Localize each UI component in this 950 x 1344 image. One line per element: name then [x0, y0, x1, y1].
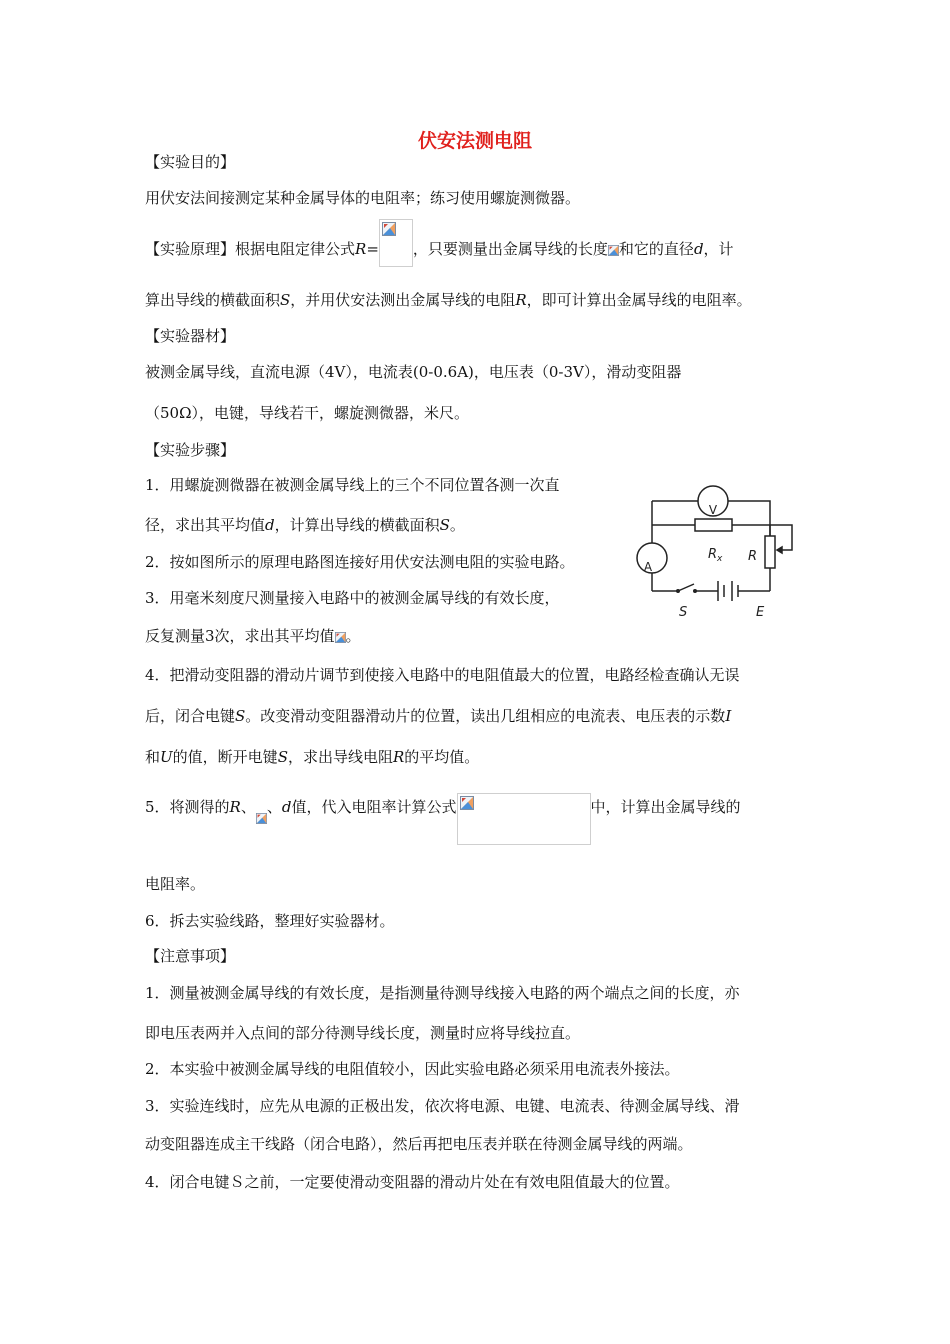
battery-label: E [756, 605, 765, 620]
equipment-heading: 【实验器材】 [145, 327, 236, 345]
purpose-text: 用伏安法间接测定某种金属导体的电阻率；练习使用螺旋测微器。 [145, 189, 581, 207]
length-symbol-image [608, 243, 619, 258]
note-1-line-2: 即电压表两并入点间的部分待测导线长度，测量时应将导线拉直。 [145, 1024, 581, 1042]
length-symbol-image [256, 811, 267, 826]
steps-heading: 【实验步骤】 [145, 441, 236, 459]
step-5-line-1: 5．将测得的R、 、d值，代入电阻率计算公式 中，计算出金属导线的 [145, 797, 741, 845]
principle-line-1: 【实验原理】根据电阻定律公式R= ，只要测量出金属导线的长度 和它的直径d，计 [145, 233, 734, 267]
note-1-line-1: 1．测量被测金属导线的有效长度，是指测量待测导线接入电路的两个端点之间的长度，亦 [145, 984, 740, 1002]
step-1-line-2: 径，求出其平均值d，计算出导线的横截面积S。 [145, 516, 465, 534]
equipment-line-2: （50Ω），电键，导线若干，螺旋测微器，米尺。 [145, 404, 470, 422]
notes-heading: 【注意事项】 [145, 947, 236, 965]
equipment-line-1: 被测金属导线，直流电源（4V），电流表(0-0.6A)，电压表（0-3V），滑动变阻器 [145, 363, 682, 381]
note-3-line-1: 3．实验连线时，应先从电源的正极出发，依次将电源、电键、电流表、待测金属导线、滑 [145, 1097, 740, 1115]
step-6: 6．拆去实验线路，整理好实验器材。 [145, 912, 395, 930]
step-4-line-1: 4．把滑动变阻器的滑动片调节到使接入电路中的电阻值最大的位置，电路经检查确认无误 [145, 666, 740, 684]
rheostat [765, 536, 775, 568]
length-symbol-image [335, 630, 346, 645]
switch-blade [678, 584, 694, 591]
purpose-heading: 【实验目的】 [145, 153, 236, 171]
circuit-diagram [628, 478, 808, 623]
voltmeter-label: V [708, 503, 718, 517]
step-3-line-1: 3．用毫米刻度尺测量接入电路中的被测金属导线的有效长度， [145, 589, 560, 607]
note-4: 4．闭合电键Ｓ之前，一定要使滑动变阻器的滑动片处在有效电阻值最大的位置。 [145, 1173, 680, 1191]
page-title: 伏安法测电阻 [417, 130, 532, 152]
step-5-line-2: 电阻率。 [145, 875, 206, 893]
step-1-line-1: 1．用螺旋测微器在被测金属导线上的三个不同位置各测一次直 [145, 476, 560, 494]
step-3-line-2: 反复测量3次，求出其平均值 。 [145, 627, 361, 645]
note-3-line-2: 动变阻器连成主干线路（闭合电路），然后再把电压表并联在待测金属导线的两端。 [145, 1135, 693, 1153]
step-4-line-2: 后，闭合电键S。改变滑动变阻器滑动片的位置，读出几组相应的电流表、电压表的示数I [145, 707, 732, 725]
ammeter-label: A [643, 560, 653, 574]
rx-resistor [695, 519, 732, 531]
principle-heading: 【实验原理】 [145, 240, 236, 258]
step-4-line-3: 和U的值，断开电键S，求出导线电阻R的平均值。 [145, 748, 480, 766]
rheostat-label: R [748, 549, 758, 564]
switch-label: S [679, 605, 688, 620]
resistance-formula-image [379, 219, 413, 267]
rx-label: $R_x$ [708, 547, 723, 564]
note-2: 2．本实验中被测金属导线的电阻值较小，因此实验电路必须采用电流表外接法。 [145, 1060, 680, 1078]
step-2: 2．按如图所示的原理电路图连接好用伏安法测电阻的实验电路。 [145, 553, 575, 571]
principle-line-2: 算出导线的横截面积S，并用伏安法测出金属导线的电阻R，即可计算出金属导线的电阻率。 [145, 291, 752, 309]
resistivity-formula-image [457, 793, 591, 845]
